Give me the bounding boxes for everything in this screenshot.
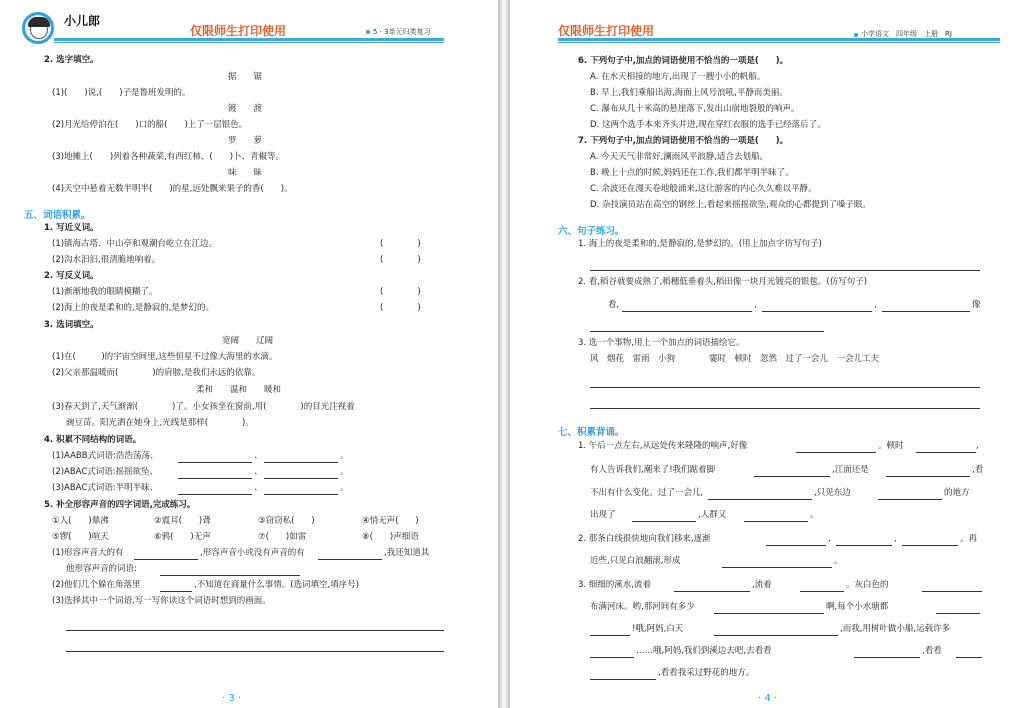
answer-blank[interactable] xyxy=(264,478,338,479)
synonym-answer-1[interactable]: ( ) xyxy=(380,239,421,249)
sound-word-5: ⑤锣( )喧天 xyxy=(52,532,109,542)
recite-1-line-1: 1. 午后一点左右,从远处传来隆隆的响声,好像 xyxy=(578,441,748,451)
header-rule xyxy=(558,38,1000,41)
answer-blank[interactable] xyxy=(744,521,808,522)
q6-title: 6. 下列句子中,加点的词语使用不恰当的一项是( )。 xyxy=(578,56,789,66)
recite-2-line-1: 2. 那条白线很快地向我们移来,逐渐 xyxy=(578,534,711,544)
synonym-answer-2[interactable]: ( ) xyxy=(380,255,421,265)
writing-line[interactable] xyxy=(590,408,980,409)
answer-blank[interactable] xyxy=(916,452,976,453)
recite-3-text: 啊,每个小水塘都 xyxy=(826,602,889,612)
synonym-line-1: (1)镇海古塔、中山亭和观潮台屹立在江边。 xyxy=(52,239,218,249)
recite-3-line-2: 布满河床。哟,那河间有多少 xyxy=(590,602,695,612)
recite-3-line-3: !哦,阿妈,白天 xyxy=(632,624,684,634)
page-number: · 4 · xyxy=(758,693,778,704)
sound-word-3: ③窃窃私( ) xyxy=(258,516,315,526)
recite-1-line-2: 有人告诉我们,潮来了!我们踮着脚 xyxy=(590,465,716,475)
answer-blank[interactable] xyxy=(264,494,338,495)
answer-blank[interactable] xyxy=(902,545,958,546)
answer-blank[interactable] xyxy=(632,521,696,522)
recite-2-text: 。 xyxy=(834,556,843,566)
separator: 、 xyxy=(254,451,263,461)
book-meta: 小学语文 四年级 上册 RJ xyxy=(861,30,952,38)
recite-3-text: ,看看 xyxy=(922,646,942,656)
header-rule-thin xyxy=(558,42,1000,43)
recite-3-line-5: ,看看我采过野花的地方。 xyxy=(658,668,755,678)
recite-1-text: 。顿时 xyxy=(878,441,904,451)
brand-name: 小儿郎 xyxy=(64,14,101,28)
q7-option-c[interactable]: C. 余波还在漫天卷地般涌来,这让游客的内心久久难以平静。 xyxy=(590,184,817,194)
fill-word-options-2: 柔和 温和 暖和 xyxy=(196,385,282,395)
answer-blank[interactable] xyxy=(622,311,752,312)
separator: 、 xyxy=(254,483,263,493)
sound-sub-2: (2)他们几个躲在角落里 xyxy=(52,580,141,590)
answer-blank[interactable] xyxy=(754,476,830,477)
sound-word-1: ①人( )鼎沸 xyxy=(52,516,109,526)
sound-sub-1d: 他形容声音的词语: xyxy=(66,564,137,574)
answer-blank[interactable] xyxy=(160,575,300,576)
page-number: · 3 · xyxy=(222,693,242,704)
fill-word-title: 3. 选词填空。 xyxy=(44,320,99,330)
recite-3-line-1: 3. 细细的溪水,流着 xyxy=(578,580,652,590)
fill-word-line-1: (1)在( )的宇宙空间里,这些恒星不过像大海里的水滴。 xyxy=(52,352,278,362)
q2-line-4: (4)天空中悬着无数半明半( )的星,远处飘来果子的香( )。 xyxy=(52,184,293,194)
unit-label: 5 · 3单元归类复习 xyxy=(373,28,431,36)
antonym-line-2: (2)海上的夜是柔和的,是静寂的,是梦幻的。 xyxy=(52,303,214,313)
answer-blank[interactable] xyxy=(886,476,970,477)
q7-option-d[interactable]: D. 杂技演员站在高空的钢丝上,看起来摇摇欲坠,观众的心都提到了嗓子眼。 xyxy=(590,200,871,210)
q2-title: 2. 选字填空。 xyxy=(44,55,99,65)
sound-word-4: ④悄无声( ) xyxy=(362,516,419,526)
answer-blank[interactable] xyxy=(922,591,982,592)
sound-word-6: ⑥鸦( )无声 xyxy=(154,532,211,542)
recite-2-text: 。再 xyxy=(960,534,978,544)
answer-blank[interactable] xyxy=(854,657,920,658)
q2-pair-3: 罗 萝 xyxy=(228,136,263,146)
answer-blank[interactable] xyxy=(882,311,970,312)
section-5-title: 五、词语积累。 xyxy=(24,210,91,221)
answer-blank[interactable] xyxy=(590,331,824,332)
header-rule-thin xyxy=(54,42,444,43)
answer-blank[interactable] xyxy=(878,499,942,500)
antonym-line-1: (1)渐渐地我的眼睛模糊了。 xyxy=(52,287,158,297)
sentence-q3: 3. 选一个事物,用上一个加点的词语描绘它。 xyxy=(578,338,745,348)
sentence-q2: 2. 看,稻谷就要成熟了,稻穗低垂着头,稻田像一块月光镀亮的银毯。(仿写句子) xyxy=(578,277,868,287)
sound-sub-2b: ,不知道在商量什么事情。(选词填空,填序号) xyxy=(194,580,360,590)
recite-1-text: ,只见东边 xyxy=(814,488,851,498)
fill-word-line-2: (2)父亲那温暖而( )的肩膀,是我们永远的依靠。 xyxy=(52,368,261,378)
section-6-title: 六、句子练习。 xyxy=(558,226,625,237)
answer-blank[interactable] xyxy=(762,311,872,312)
sound-sub-1: (1)形容声音大的有 xyxy=(52,548,124,558)
q2-pair-2: 镀 渡 xyxy=(228,104,263,114)
answer-blank[interactable] xyxy=(134,559,198,560)
right-header xyxy=(510,0,1024,50)
sound-word-8: ⑧( )声细语 xyxy=(362,532,419,542)
answer-blank[interactable] xyxy=(590,679,656,680)
sentence-q1: 1. 海上的夜是柔和的,是静寂的,是梦幻的。(用上加点字仿写句子) xyxy=(578,239,822,249)
recite-1-line-3: 不出有什么变化。过了一会儿, xyxy=(590,488,704,498)
section-7-title: 七、积累背诵。 xyxy=(558,427,625,438)
answer-blank[interactable] xyxy=(766,545,826,546)
q6-option-c[interactable]: C. 瀑布从几十米高的悬崖落下,发出山崩地裂般的响声。 xyxy=(590,104,800,114)
header-rule xyxy=(54,38,444,41)
antonym-answer-1[interactable]: ( ) xyxy=(380,287,421,297)
answer-blank[interactable] xyxy=(796,452,876,453)
answer-blank[interactable] xyxy=(178,494,252,495)
structure-title: 4. 积累不同结构的词语。 xyxy=(44,435,142,445)
like-label: 像 xyxy=(972,300,981,310)
q7-title: 7. 下列句子中,加点的词语使用不恰当的一项是( )。 xyxy=(578,136,789,146)
recite-1-text: 。 xyxy=(810,510,819,520)
writing-line[interactable] xyxy=(66,651,444,652)
mascot-logo-icon xyxy=(22,12,54,44)
bullet-icon xyxy=(366,30,370,34)
q2-line-2: (2)月光给停泊在( )口的船( )上了一层银色。 xyxy=(52,120,248,130)
q2-pair-1: 据 锯 xyxy=(228,72,263,82)
sound-word-2: ②震耳( )聋 xyxy=(154,516,211,526)
writing-line[interactable] xyxy=(66,630,444,631)
answer-blank[interactable] xyxy=(318,559,382,560)
recite-1-line-4: 出现了 xyxy=(590,510,616,520)
q2-line-3: (3)地摊上( )列着各种蔬菜,有西红柿、( )卜、青椒等。 xyxy=(52,152,285,162)
answer-blank[interactable] xyxy=(936,613,980,614)
q6-option-b[interactable]: B. 早上,我们乘船出海,海面上风号浪吼,平静而美丽。 xyxy=(590,88,788,98)
page-gutter xyxy=(498,0,510,708)
writing-line[interactable] xyxy=(590,270,980,271)
synonym-title: 1. 写近义词。 xyxy=(44,223,99,233)
writing-line[interactable] xyxy=(590,387,980,388)
answer-blank[interactable] xyxy=(722,567,832,568)
answer-blank[interactable] xyxy=(714,635,838,636)
recite-1-text: 的地方 xyxy=(944,488,970,498)
answer-blank[interactable] xyxy=(264,462,338,463)
separator: , xyxy=(874,300,877,310)
q7-option-b[interactable]: B. 晚上十点的时候,妈妈还在工作,我们都半明半昧了。 xyxy=(590,168,794,178)
recite-3-text: ,流着 xyxy=(752,580,772,590)
answer-blank[interactable] xyxy=(674,591,750,592)
recite-1-text: ,人群又 xyxy=(698,510,727,520)
header-title: 仅限师生打印使用 xyxy=(558,24,655,38)
answer-blank[interactable] xyxy=(590,635,630,636)
answer-blank[interactable] xyxy=(178,462,252,463)
answer-blank[interactable] xyxy=(590,657,634,658)
bullet-icon xyxy=(854,33,858,37)
structure-line-2: (2)ABAC式词语:摇摇欲坠、 xyxy=(52,467,159,477)
sound-words-title: 5. 补全形容声音的四字词语,完成练习。 xyxy=(44,500,196,510)
answer-blank[interactable] xyxy=(708,499,812,500)
right-page xyxy=(510,0,1024,708)
answer-blank[interactable] xyxy=(160,591,192,592)
fill-word-options-1: 宽阔 辽阔 xyxy=(222,336,274,346)
recite-3-text: 。灰白色的 xyxy=(846,580,889,590)
fill-word-line-3b: 豌豆苗。阳光洒在她身上,光线是那样( )。 xyxy=(66,418,254,428)
synonym-line-2: (2)沟水汩汩,很清脆地响着。 xyxy=(52,255,161,265)
sound-sub-1b: ,形容声音小或没有声音的有 xyxy=(200,548,305,558)
answer-blank[interactable] xyxy=(836,545,892,546)
answer-blank[interactable] xyxy=(800,591,844,592)
period: 。 xyxy=(340,467,349,477)
period: 。 xyxy=(340,451,349,461)
recite-3-text: ,而我,用树叶做小船,运载许多 xyxy=(840,624,951,634)
recite-1-text: ,看 xyxy=(972,465,984,475)
recite-2-text: , xyxy=(894,534,897,544)
sound-word-7: ⑦( )如雷 xyxy=(258,532,307,542)
left-header xyxy=(0,0,498,50)
q6-option-d[interactable]: D. 这两个选手本来齐头并进,现在穿红衣服的选手已经落后了。 xyxy=(590,120,826,130)
recite-1-text: , xyxy=(976,441,979,451)
sound-sub-3: (3)选择其中一个词语,写一写你读这个词语时想到的画面。 xyxy=(52,596,271,606)
recite-3-line-4: ……哦,阿妈,我们到溪边去吧,去看看 xyxy=(636,646,772,656)
q7-option-a[interactable]: A. 今天天气非常好,澜雨风平浪静,适合去划船。 xyxy=(590,152,768,162)
sound-sub-1c: ,我还知道其 xyxy=(384,548,430,558)
look-label: 看, xyxy=(608,300,620,310)
recite-2-line-2: 近些,只见白浪翻滚,形成 xyxy=(590,556,681,566)
header-title: 仅限师生打印使用 xyxy=(190,24,287,38)
antonym-answer-2[interactable]: ( ) xyxy=(380,303,421,313)
answer-blank[interactable] xyxy=(714,613,824,614)
separator: 、 xyxy=(254,467,263,477)
q2-line-1: (1)( )说,( )子是鲁班发明的。 xyxy=(52,88,191,98)
fill-word-line-3a: (3)春天到了,天气渐渐( )了。小女孩坐在窗前,用( )的目光注视着 xyxy=(52,402,355,412)
q2-pair-4: 味 昧 xyxy=(228,168,263,178)
answer-blank[interactable] xyxy=(956,657,982,658)
structure-line-1: (1)AABB式词语:浩浩荡荡、 xyxy=(52,451,159,461)
antonym-title: 2. 写反义词。 xyxy=(44,271,99,281)
structure-line-3: (3)ABAC式词语:半明半昧、 xyxy=(52,483,159,493)
recite-2-text: , xyxy=(828,534,831,544)
left-page xyxy=(0,0,498,708)
answer-blank[interactable] xyxy=(178,478,252,479)
recite-1-text: ,江面还是 xyxy=(832,465,869,475)
q6-option-a[interactable]: A. 在水天相接的地方,出现了一艘小小的帆船。 xyxy=(590,72,766,82)
period: 。 xyxy=(340,483,349,493)
sentence-q3-words: 风 烟花 雷雨 小狗 霎时 顿时 忽然 过了一会儿 一会儿工夫 xyxy=(590,354,880,364)
separator: , xyxy=(754,300,757,310)
